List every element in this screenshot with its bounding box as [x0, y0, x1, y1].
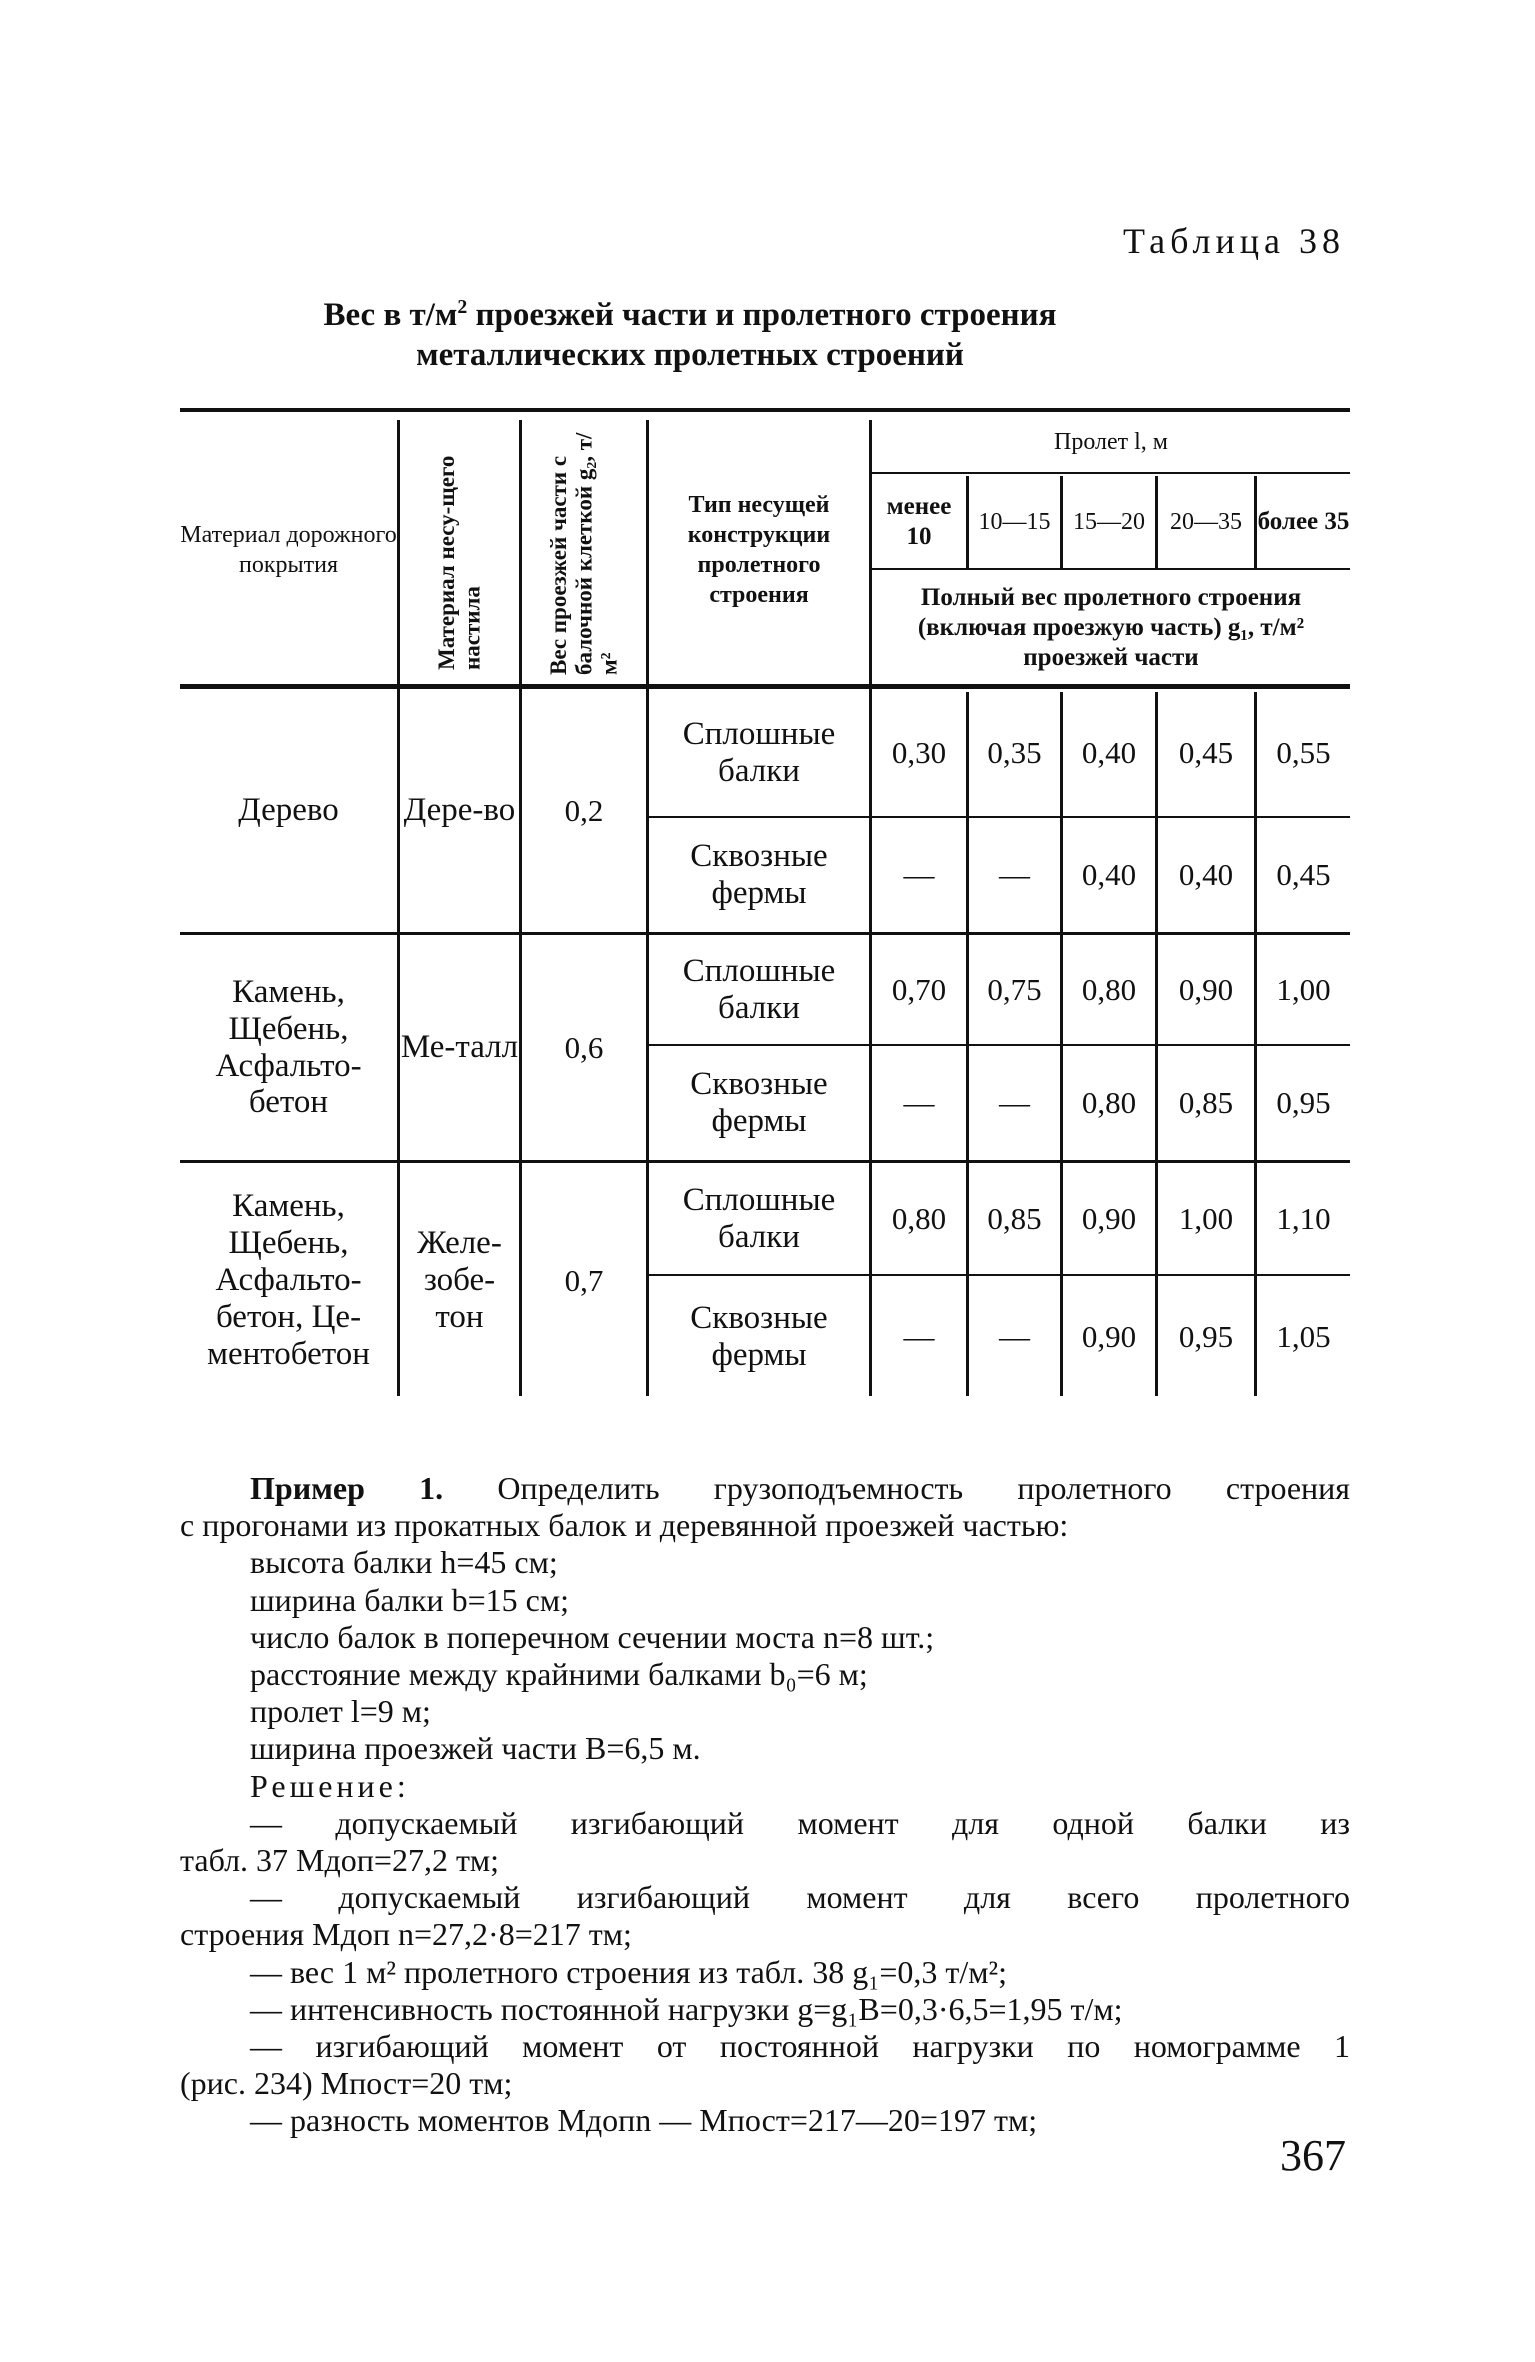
header-deck-material	[400, 416, 519, 684]
header-span-2: 10—15	[978, 509, 1051, 535]
example-given-3: число балок в поперечном сечении моста n=8 шт.;	[250, 1618, 935, 1655]
group-2-weight: 0,6	[564, 1029, 604, 1065]
group-1-row-1-v2: 0,35	[987, 734, 1042, 770]
solution-step-7: — изгибающий момент от постоянной нагрузки по номограмме 1	[250, 2028, 1350, 2065]
group-3-row-1-v1: 0,80	[891, 1200, 947, 1236]
group-1-row-2-v2: —	[999, 857, 1030, 892]
group-1-surface: Дерево	[238, 792, 339, 829]
header-span-1: менее 10	[886, 493, 952, 550]
group-1-row-1-v1: 0,30	[891, 734, 947, 770]
group-3-row-2-v2: —	[999, 1319, 1030, 1354]
group-1-row-1-v5: 0,55	[1276, 734, 1331, 770]
rule-span-header	[872, 472, 1350, 474]
header-span-4: 20—35	[1170, 509, 1242, 535]
example-given-6: ширина проезжей части B=6,5 м.	[250, 1730, 701, 1767]
solution-step-4: строения Mдоп n=27,2·8=217 тм;	[180, 1916, 632, 1953]
table-title-line2: металлических пролетных строений	[416, 336, 964, 373]
header-full-weight: Полный вес пролетного строения (включая проезжую часть) g₁, т/м² проезжей части	[917, 584, 1305, 671]
group-3-weight: 0,7	[564, 1262, 604, 1298]
example-given-1: высота балки h=45 см;	[250, 1544, 558, 1581]
group-1-row-2-type: Сквозные фермы	[690, 838, 828, 911]
group-2-row-1-v5: 1,00	[1276, 971, 1331, 1007]
header-deck-weight-text: Вес проезжей части с балочной клеткой g₂, т/м²	[546, 432, 622, 675]
group-2-row-2-v5: 0,95	[1276, 1085, 1331, 1120]
group-2-row-2-type: Сквозные фермы	[690, 1066, 828, 1139]
header-span-group: Пролет l, м	[1054, 429, 1168, 455]
group-1-row-1-type: Сплошные балки	[682, 715, 836, 789]
group-3-row-2-v3: 0,90	[1081, 1319, 1137, 1354]
solution-step-3: — допускаемый изгибающий момент для всего пролетного	[250, 1879, 1350, 1916]
header-surface-material: Материал дорожного покрытия	[180, 522, 397, 578]
group-3-row-1-v4: 1,00	[1178, 1200, 1234, 1236]
solution-step-6: — интенсивность постоянной нагрузки g=g₁B=0,3·6,5=1,95 т/м;	[250, 1990, 1123, 2027]
group-2-row-2-v2: —	[999, 1085, 1030, 1120]
example-line2: с прогонами из прокатных балок и деревянной проезжей частью:	[180, 1507, 1069, 1544]
rule-span-values	[872, 568, 1350, 570]
solution-step-5: — вес 1 м² пролетного строения из табл. 38 g₁=0,3 т/м²;	[250, 1953, 1008, 1990]
group-2-row-2-v4: 0,85	[1178, 1085, 1234, 1120]
group-2-row-1-v4: 0,90	[1178, 971, 1234, 1007]
group-1-row-1-v4: 0,45	[1178, 734, 1234, 770]
example-given-4: расстояние между крайними балками b₀=6 м;	[250, 1656, 868, 1693]
weights-table	[180, 408, 1350, 1398]
group-3-row-1-type: Сплошные балки	[682, 1181, 836, 1255]
group-2-row-2-v1: —	[903, 1085, 935, 1120]
example-lead-rest: Определить грузоподъемность пролетного строения	[497, 1470, 1351, 1506]
table-title	[180, 296, 1200, 375]
solution-step-9: — разность моментов Mдопn — Mпост=217—20=197 тм;	[250, 2102, 1038, 2139]
table-number: Таблица 38	[1123, 221, 1345, 261]
solution-label: Решение:	[250, 1767, 410, 1804]
group-1-row-2-v1: —	[903, 857, 935, 892]
group-1-row-2-v4: 0,40	[1178, 857, 1234, 892]
example-lead-bold: Пример 1.	[250, 1470, 444, 1506]
table-title-line1-pre: Вес в т/м	[323, 297, 458, 333]
group-2-row-1-v3: 0,80	[1081, 971, 1137, 1007]
group-3-row-1-v3: 0,90	[1081, 1200, 1137, 1236]
solution-step-8: (рис. 234) Mпост=20 тм;	[180, 2065, 513, 2102]
table-title-sup: 2	[457, 296, 468, 318]
example-section	[180, 1470, 1350, 2140]
header-structure-type: Тип несущей конструкции пролетного строения	[687, 492, 831, 608]
header-deck-material-text: Материал несу-щего настила	[434, 455, 485, 670]
header-span-5: более 35	[1257, 508, 1350, 535]
table-title-line1-post: проезжей части и пролетного строения	[467, 297, 1057, 333]
header-deck-weight	[522, 416, 646, 684]
group-3-surface: Камень, Щебень, Асфальто-бетон, Це-ментобетон	[207, 1188, 370, 1372]
group-3-deck: Желе-зобе-тон	[417, 1225, 502, 1335]
group-2-deck: Ме-талл	[400, 1029, 519, 1066]
group-1-row-1-v3: 0,40	[1081, 734, 1137, 770]
group-1-row-2-v3: 0,40	[1081, 857, 1137, 892]
group-3-row-2-v4: 0,95	[1178, 1319, 1234, 1354]
group-3-row-2-v1: —	[903, 1319, 935, 1354]
group-3-row-1-v5: 1,10	[1276, 1200, 1331, 1236]
group-3-row-2-v5: 1,05	[1276, 1319, 1331, 1354]
group-3-row-2-type: Сквозные фермы	[690, 1300, 828, 1373]
example-given-5: пролет l=9 м;	[250, 1693, 431, 1730]
page-number: 367	[1280, 2131, 1346, 2180]
group-2-row-1-v2: 0,75	[987, 971, 1042, 1007]
group-1-row-2-v5: 0,45	[1276, 857, 1331, 892]
example-lead	[180, 1470, 1350, 1507]
group-2-row-2-v3: 0,80	[1081, 1085, 1137, 1120]
group-1-weight: 0,2	[564, 792, 604, 828]
group-3-row-1-v2: 0,85	[987, 1200, 1042, 1236]
solution-step-2: табл. 37 Mдоп=27,2 тм;	[180, 1842, 500, 1879]
group-1-deck: Дере-во	[403, 792, 516, 829]
group-2-row-1-type: Сплошные балки	[682, 952, 836, 1026]
solution-step-1: — допускаемый изгибающий момент для одной балки из	[250, 1804, 1350, 1841]
header-span-3: 15—20	[1073, 509, 1145, 535]
example-given-2: ширина балки b=15 см;	[250, 1581, 570, 1618]
group-2-row-1-v1: 0,70	[891, 971, 947, 1007]
group-2-surface: Камень, Щебень, Асфальто-бетон	[215, 973, 362, 1121]
